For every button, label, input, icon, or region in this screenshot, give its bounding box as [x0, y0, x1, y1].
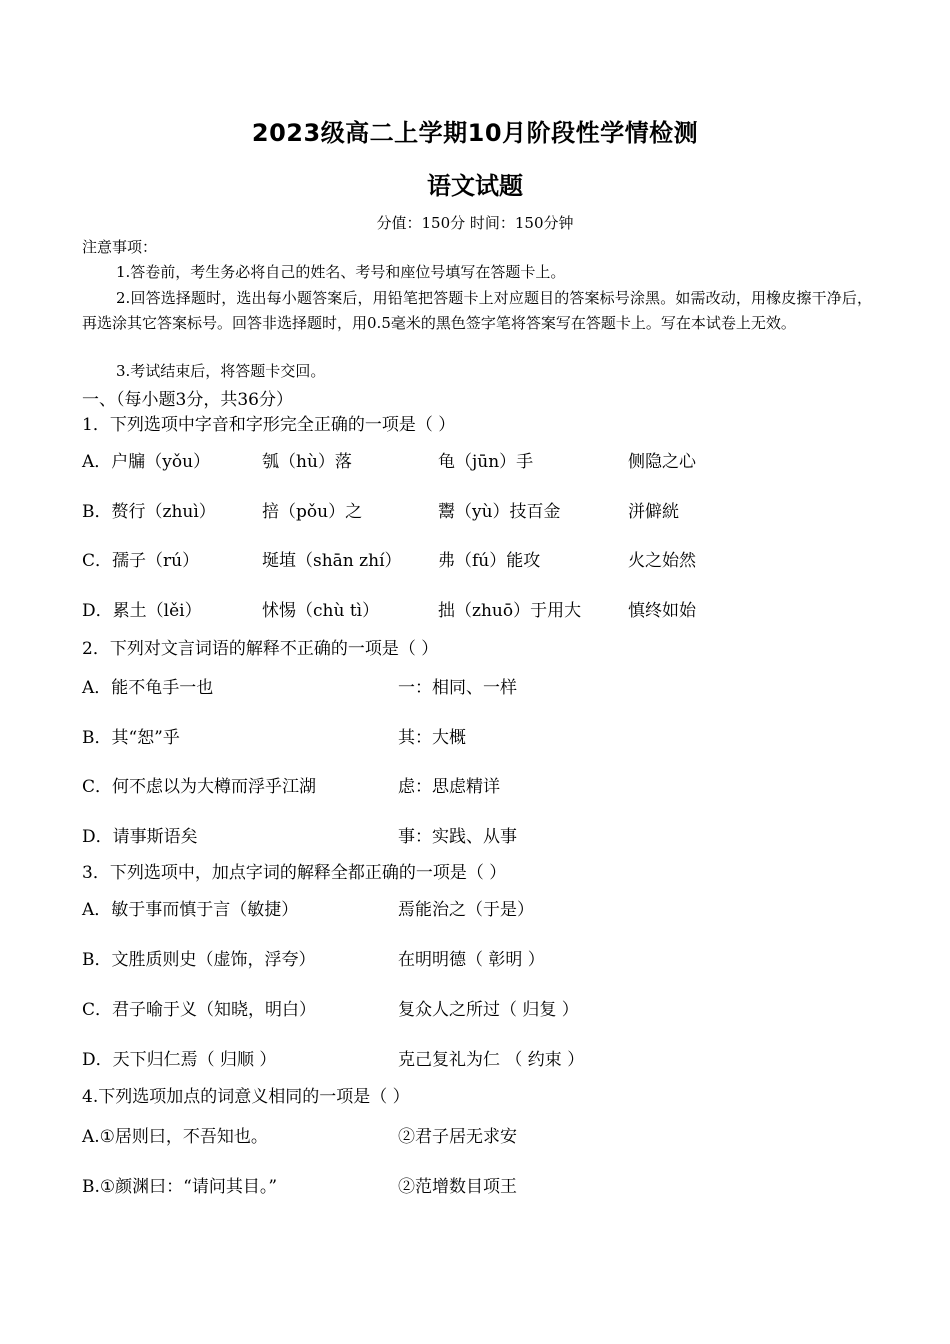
exam-title: 2023级高二上学期10月阶段性学情检测 — [251, 119, 699, 147]
q2-c-1: C．何不虑以为大樽而浮乎江湖 — [82, 777, 317, 797]
notice-item-3: 3.考试结束后，将答题卡交回。 — [116, 362, 326, 380]
notice-heading: 注意事项： — [82, 238, 158, 256]
exam-subject: 语文试题 — [427, 172, 523, 200]
q1-b-2: 掊（pǒu）之 — [262, 502, 363, 522]
q2-b-1: B．其“恕”乎 — [82, 728, 180, 748]
q1-option-c — [82, 546, 882, 572]
notice-item-2: 2.回答选择题时，选出每小题答案后，用铅笔把答题卡上对应题目的答案标号涂黑。如需改动，用橡皮擦干净后，再选涂其它答案标号。回答非选择题时，用0.5毫米的黑色签字笔将答案写在答题卡上。写在本试卷上无效。 — [82, 289, 872, 332]
q1-d-2: 怵惕（chù tì） — [262, 601, 380, 621]
q3-option-b — [82, 945, 882, 971]
question-1-stem: 1．下列选项中字音和字形完全正确的一项是（ ） — [82, 415, 456, 435]
q3-b-2: 在明明德（ 彰明 ） — [398, 950, 545, 970]
q1-d-3: 拙（zhuō）于用大 — [438, 601, 582, 621]
q2-a-1: A．能不龟手一也 — [82, 678, 214, 698]
q4-b-2: ②范增数目项王 — [398, 1177, 517, 1197]
exam-meta: 分值：150分 时间：150分钟 — [376, 214, 574, 232]
q3-d-2: 克己复礼为仁 （ 约束 ） — [398, 1050, 585, 1070]
q2-d-1: D．请事斯语矣 — [82, 827, 198, 847]
q1-a-1: A．户牖（yǒu） — [82, 452, 211, 472]
q3-option-d — [82, 1045, 882, 1071]
q1-c-2: 埏埴（shān zhí） — [262, 551, 402, 571]
q1-b-1: B．赘行（zhuì） — [82, 502, 216, 522]
question-2-stem: 2．下列对文言词语的解释不正确的一项是（ ） — [82, 639, 439, 659]
q3-a-1: A．敏于事而慎于言（敏捷） — [82, 900, 299, 920]
q4-a-1: A.①居则曰，不吾知也。 — [82, 1127, 268, 1147]
q2-option-a — [82, 673, 882, 699]
q3-b-1: B．文胜质则史（虚饰，浮夸） — [82, 950, 316, 970]
q3-c-2: 复众人之所过（ 归复 ） — [398, 1000, 579, 1020]
q1-a-3: 龟（jūn）手 — [438, 452, 534, 472]
q1-option-d — [82, 596, 882, 622]
q3-option-c — [82, 995, 882, 1021]
q3-d-1: D．天下归仁焉（ 归顺 ） — [82, 1050, 277, 1070]
q1-a-2: 瓠（hù）落 — [262, 452, 352, 472]
q1-c-4: 火之始然 — [628, 551, 696, 571]
q3-option-a — [82, 895, 882, 921]
q3-c-1: C．君子喻于义（知晓，明白） — [82, 1000, 317, 1020]
q2-option-c — [82, 772, 882, 798]
q1-c-1: C．孺子（rú） — [82, 551, 200, 571]
q1-d-1: D．累土（lěi） — [82, 601, 202, 621]
q2-c-2: 虑：思虑精详 — [398, 777, 500, 797]
section-heading: 一、（每小题3分，共36分） — [82, 390, 293, 410]
q1-b-4: 洴僻絖 — [628, 502, 679, 522]
q4-option-a — [82, 1122, 882, 1148]
q1-b-3: 鬻（yù）技百金 — [438, 502, 561, 522]
q4-b-1: B.①颜渊曰：“请问其目。” — [82, 1177, 278, 1197]
q1-option-a — [82, 447, 882, 473]
q1-c-3: 弗（fú）能攻 — [438, 551, 541, 571]
q1-a-4: 侧隐之心 — [628, 452, 696, 472]
q2-d-2: 事：实践、从事 — [398, 827, 517, 847]
q1-d-4: 慎终如始 — [628, 601, 696, 621]
q2-option-d — [82, 822, 882, 848]
q2-b-2: 其：大概 — [398, 728, 466, 748]
q3-a-2: 焉能治之（于是） — [398, 900, 534, 920]
q2-a-2: 一：相同、一样 — [398, 678, 517, 698]
q2-option-b — [82, 723, 882, 749]
q4-a-2: ②君子居无求安 — [398, 1127, 517, 1147]
q4-option-b — [82, 1172, 882, 1198]
q1-option-b — [82, 497, 882, 523]
notice-item-1: 1.答卷前，考生务必将自己的姓名、考号和座位号填写在答题卡上。 — [116, 263, 566, 281]
question-4-stem: 4.下列选项加点的词意义相同的一项是（ ） — [82, 1087, 410, 1107]
question-3-stem: 3．下列选项中，加点字词的解释全都正确的一项是（ ） — [82, 863, 507, 883]
